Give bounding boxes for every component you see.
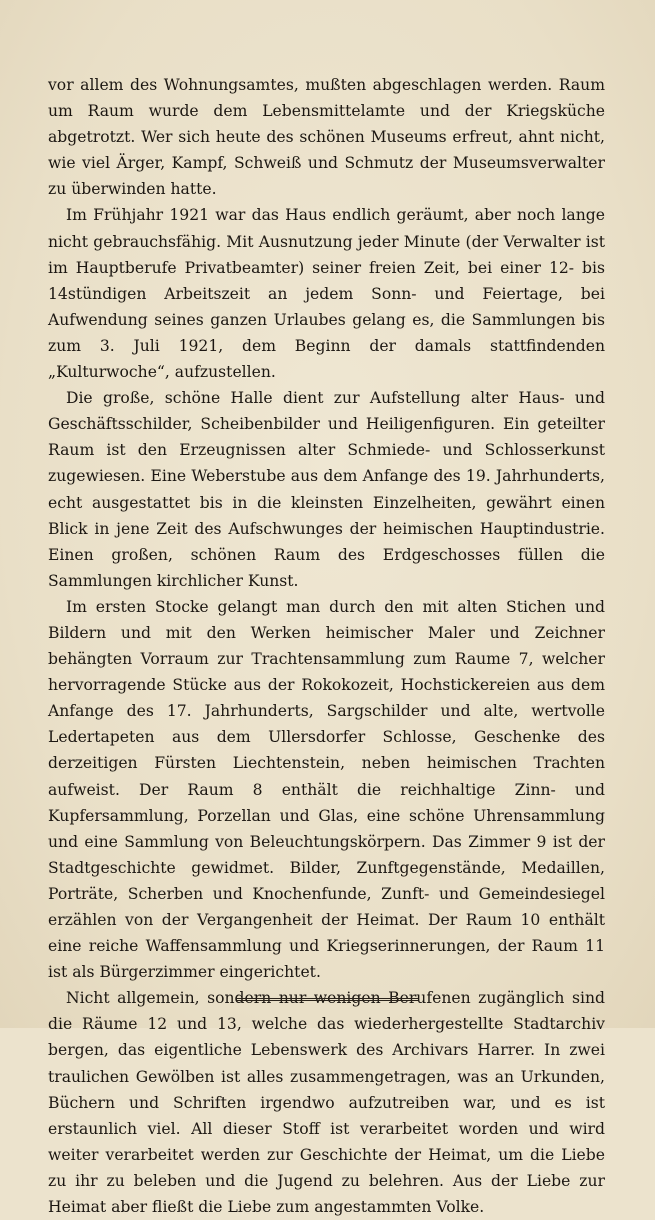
paragraph-2: Im Frühjahr 1921 war das Haus endlich geräumt, aber noch lange nicht gebrauchsfähig. Mit Ausnutzung jeder Minute (der Verwalter ist im Hauptberufe Privatbeamter) seiner freien Zeit, bei einer 12- bis 14stündigen Arbeitszeit an jedem Sonn- und Feiertage, bei Aufwendung seines ganzen Urlaubes gelang es, die Sammlungen bis zum 3. Juli 1921, dem Beginn der damals stattfindenden „Kulturwoche“, aufzustellen. bbox=[48, 206, 605, 382]
closing-rule bbox=[236, 998, 418, 1001]
paragraph-3: Die große, schöne Halle dient zur Aufstellung alter Haus- und Geschäftsschilder, Scheibenbilder und Heiligenfiguren. Ein geteilter Raum ist den Erzeugnissen alter Schmiede- und Schlosserkunst zugewiesen. Eine Weberstube aus dem Anfange des 19. Jahrhunderts, echt ausgestattet bis in die kleinsten Einzelheiten, gewährt einen Blick in jene Zeit des Aufschwunges der heimischen Hauptindustrie. Einen großen, schönen Raum des Erdgeschosses füllen die Sammlungen kirchlicher Kunst. bbox=[48, 389, 605, 590]
paragraph-1: vor allem des Wohnungsamtes, mußten abgeschlagen werden. Raum um Raum wurde dem Lebensmittelamte und der Kriegsküche abgetrotzt. Wer sich heute des schönen Museums erfreut, ahnt nicht, wie viel Ärger, Kampf, Schweiß und Schmutz der Museumsverwalter zu überwinden hatte. bbox=[48, 76, 605, 199]
paragraph-5: Nicht allgemein, sondern nur wenigen Berufenen zugänglich sind die Räume 12 und 13, welche das wiederhergestellte Stadtarchiv bergen, das eigentliche Lebenswerk des Archivars Harrer. In zwei traulichen Gewölben ist alles zusammengetragen, was an Urkunden, Büchern und Schriften irgendwo aufzutreiben war, und es ist erstaunlich viel. All dieser Stoff ist verarbeitet worden und wird weiter verarbeitet werden zur Geschichte der Heimat, um die Liebe zu ihr zu beleben und die Jugend zu belehren. Aus der Liebe zur Heimat aber fließt die Liebe zum angestammten Volke. bbox=[48, 989, 605, 1217]
body-text bbox=[48, 72, 605, 1220]
paragraph-4: Im ersten Stocke gelangt man durch den mit alten Stichen und Bildern und mit den Werken heimischer Maler und Zeichner behängten Vorraum zur Trachtensammlung zum Raume 7, welcher hervorragende Stücke aus der Rokokozeit, Hochstickereien aus dem Anfange des 17. Jahrhunderts, Sargschilder und alte, wertvolle Ledertapeten aus dem Ullersdorfer Schlosse, Geschenke des derzeitigen Fürsten Liechtenstein, neben heimischen Trachten aufweist. Der Raum 8 enthält die reichhaltige Zinn- und Kupfersammlung, Porzellan und Glas, eine schöne Uhrensammlung und eine Sammlung von Beleuchtungskörpern. Das Zimmer 9 ist der Stadtgeschichte gewidmet. Bilder, Zunftgegenstände, Medaillen, Porträte, Scherben und Knochenfunde, Zunft- und Gemeindesiegel erzählen von der Vergangenheit der Heimat. Der Raum 10 enthält eine reiche Waffensammlung und Kriegserinnerungen, der Raum 11 ist als Bürgerzimmer eingerichtet. bbox=[48, 597, 605, 982]
